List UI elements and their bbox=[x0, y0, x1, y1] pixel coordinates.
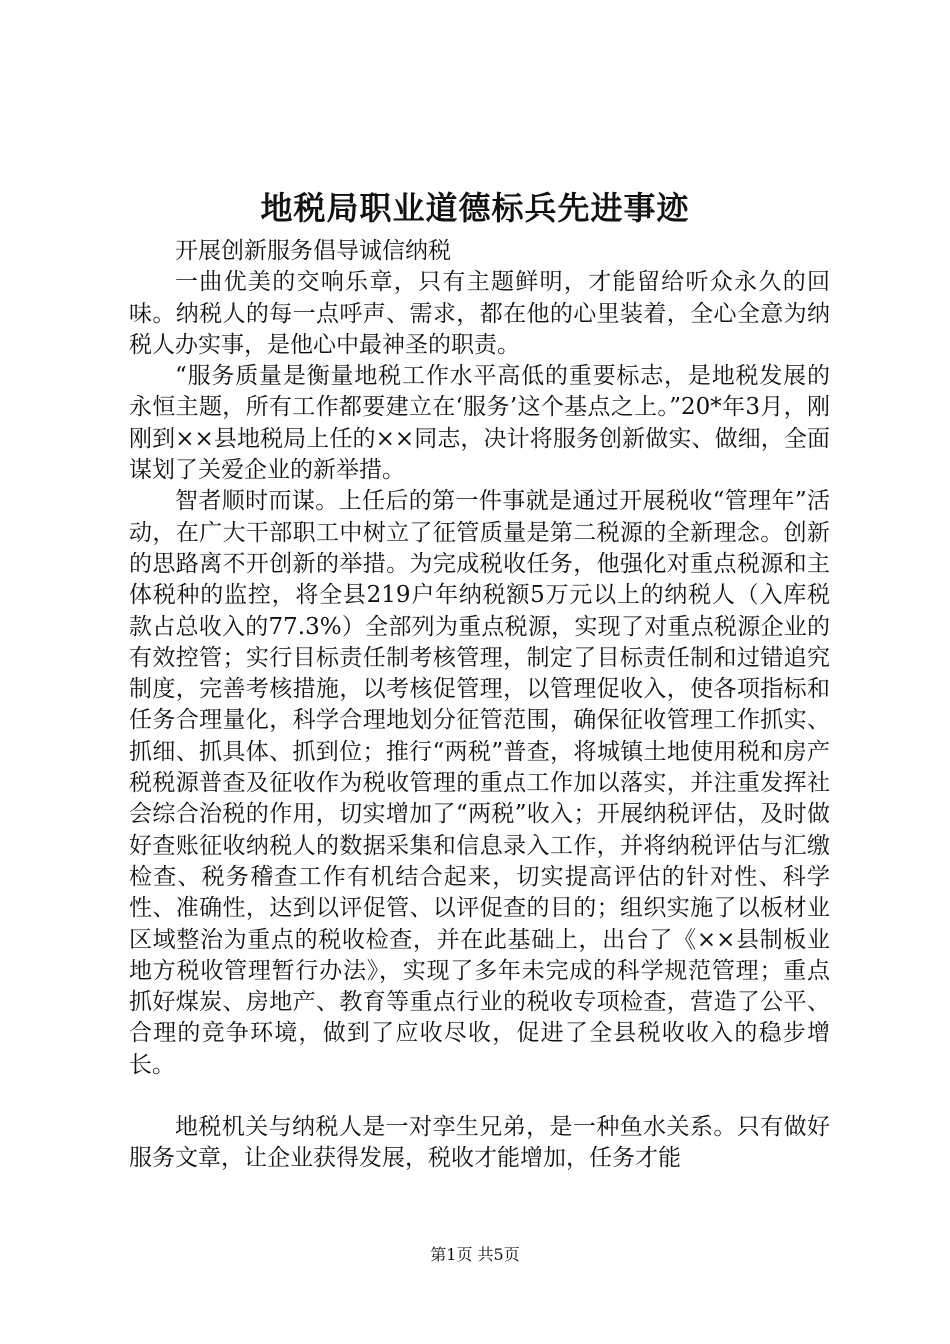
paragraph-service: 地税机关与纳税人是一对孪生兄弟，是一种鱼水关系。只有做好服务文章，让企业获得发展，税收才能增加，任务才能 bbox=[129, 1114, 830, 1172]
paragraph-quote: “服务质量是衡量地税工作水平高低的重要标志，是地税发展的永恒主题，所有工作都要建立在‘服务’这个基点之上。”20*年3月，刚刚到××县地税局上任的××同志，决计将服务创新做实、做细，全面谋划了关爱企业的新举措。 bbox=[129, 363, 830, 484]
document-subtitle: 开展创新服务倡导诚信纳税 bbox=[175, 238, 451, 264]
page-footer: 第1页 共5页 bbox=[430, 1245, 520, 1264]
paragraph-intro: 一曲优美的交响乐章，只有主题鲜明，才能留给听众永久的回味。纳税人的每一点呼声、需求，都在他的心里装着，全心全意为纳税人办实事，是他心中最神圣的职责。 bbox=[129, 269, 830, 358]
paragraph-measures: 智者顺时而谋。上任后的第一件事就是通过开展税收“管理年”活动，在广大干部职工中树立了征管质量是第二税源的全新理念。创新的思路离不开创新的举措。为完成税收任务，他强化对重点税源和主体税种的监控，将全县219户年纳税额5万元以上的纳税人（入库税款占总收入的77.3%）全部列为重点税源，实现了对重点税源企业的有效控管；实行目标责任制考核管理，制定了目标责任制和过错追究制度，完善考核措施，以考核促管理，以管理促收入，使各项指标和任务合理量化，科学合理地划分征管范围，确保征收管理工作抓实、抓细、抓具体、抓到位；推行“两税”普查，将城镇土地使用税和房产税税源普查及征收作为税收管理的重点工作加以落实，并注重发挥社会综合治税的作用，切实增加了“两税”收入；开展纳税评估，及时做好查账征收纳税人的数据采集和信息录入工作，并将纳税评估与汇缴检查、税务稽查工作有机结合起来，切实提高评估的针对性、科学性、准确性，达到以评促管、以评促查的目的；组织实施了以板材业区域整治为重点的税收检查，并在此基础上，出台了《××县制板业地方税收管理暂行办法》，实现了多年未完成的科学规范管理；重点抓好煤炭、房地产、教育等重点行业的税收专项检查，营造了公平、合理的竞争环境，做到了应收尽收，促进了全县税收收入的稳步增长。 bbox=[129, 488, 830, 1078]
document-body bbox=[129, 236, 830, 1175]
document-title: 地税局职业道德标兵先进事迹 bbox=[260, 189, 690, 227]
